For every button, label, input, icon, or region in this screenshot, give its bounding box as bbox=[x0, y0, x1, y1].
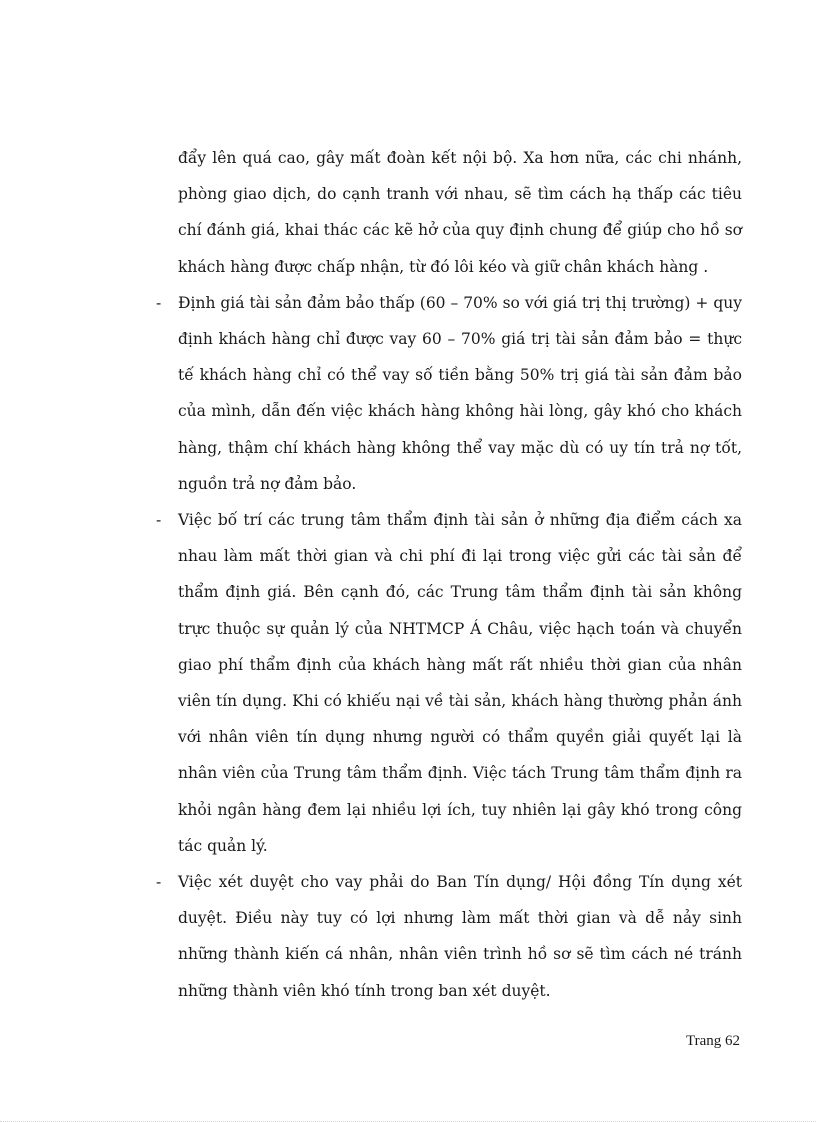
bullet-item-valuation bbox=[156, 285, 742, 502]
document-body bbox=[156, 140, 742, 1009]
bullet-item-credit-approval bbox=[156, 864, 742, 1009]
bullet-marker: - bbox=[156, 873, 162, 892]
bullet-item-appraisal-centers bbox=[156, 502, 742, 864]
intro-paragraph: đẩy lên quá cao, gây mất đoàn kết nội bộ. Xa hơn nữa, các chi nhánh, phòng giao dịch, do cạnh tranh với nhau, sẽ tìm cách hạ thấp các tiêu chí đánh giá, khai thác các kẽ hở của quy định chung để giúp cho hồ sơ khách hàng được chấp nhận, từ đó lôi kéo và giữ chân khách hàng . bbox=[178, 149, 742, 276]
bullet-text: Định giá tài sản đảm bảo thấp (60 – 70% so với giá trị thị trường) + quy định khách hàng chỉ được vay 60 – 70% giá trị tài sản đảm bảo = thực tế khách hàng chỉ có thể vay số tiền bằng 50% trị giá tài sản đảm bảo của mình, dẫn đến việc khách hàng không hài lòng, gây khó cho khách hàng, thậm chí khách hàng không thể vay mặc dù có uy tín trả nợ tốt, nguồn trả nợ đảm bảo. bbox=[178, 293, 742, 493]
bullet-text: Việc xét duyệt cho vay phải do Ban Tín dụng/ Hội đồng Tín dụng xét duyệt. Điều này tuy có lợi nhưng làm mất thời gian và dễ nảy sinh những thành kiến cá nhân, nhân viên trình hồ sơ sẽ tìm cách né tránh những thành viên khó tính trong ban xét duyệt. bbox=[178, 873, 742, 1000]
bullet-text: Việc bố trí các trung tâm thẩm định tài sản ở những địa điểm cách xa nhau làm mất thời gian và chi phí đi lại trong việc gửi các tài sản để thẩm định giá. Bên cạnh đó, các Trung tâm thẩm định tài sản không trực thuộc sự quản lý của NHTMCP Á Châu, việc hạch toán và chuyển giao phí thẩm định của khách hàng mất rất nhiều thời gian của nhân viên tín dụng. Khi có khiếu nại về tài sản, khách hàng thường phản ánh với nhân viên tín dụng nhưng người có thẩm quyền giải quyết lại là nhân viên của Trung tâm thẩm định. Việc tách Trung tâm thẩm định ra khỏi ngân hàng đem lại nhiều lợi ích, tuy nhiên lại gây khó trong công tác quản lý. bbox=[178, 511, 742, 855]
page-number: Trang 62 bbox=[685, 1033, 740, 1049]
bullet-marker: - bbox=[156, 511, 162, 530]
bullet-marker: - bbox=[156, 293, 162, 312]
page-bottom-divider bbox=[0, 1121, 816, 1122]
